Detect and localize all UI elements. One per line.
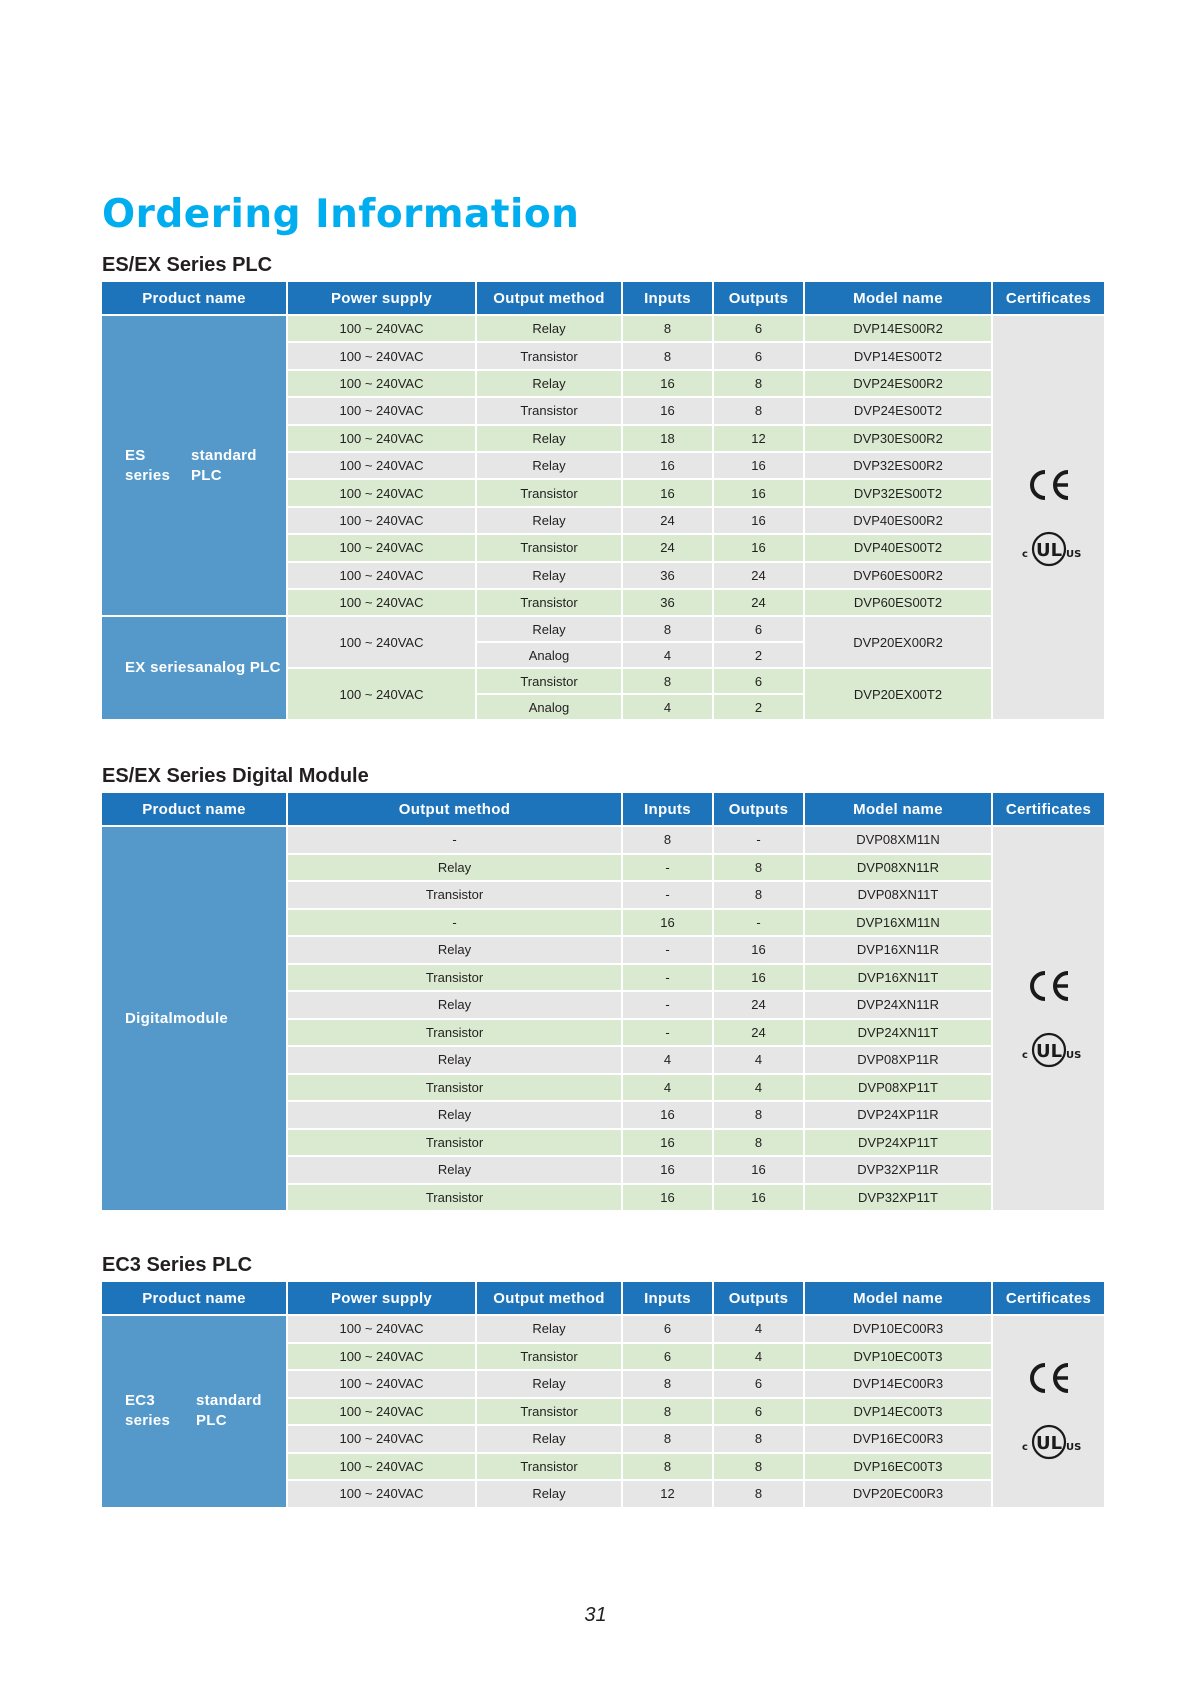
table-cell: - [623, 992, 712, 1018]
table-cell: Relay [477, 316, 621, 341]
column-header: Inputs [623, 793, 712, 825]
table-cell: Relay [288, 855, 621, 881]
table-cell: 100 ~ 240VAC [288, 1481, 475, 1507]
column-header: Power supply [288, 1282, 475, 1314]
table-cell: - [288, 910, 621, 936]
table-cell: 4 [623, 1075, 712, 1101]
model-name-cell: DVP24XN11T [805, 1020, 991, 1046]
table-cell: 16 [623, 1185, 712, 1211]
table-cell: Relay [477, 508, 621, 533]
table-cell: Transistor [288, 1020, 621, 1046]
column-header: Model name [805, 282, 991, 314]
table-cell: 100 ~ 240VAC [288, 1316, 475, 1342]
table-cell: 8 [623, 343, 712, 368]
model-name-cell: DVP08XM11N [805, 827, 991, 853]
table-cell: 16 [623, 480, 712, 505]
table-cell: Relay [477, 453, 621, 478]
model-name-cell: DVP32XP11T [805, 1185, 991, 1211]
table-cell: 8 [623, 669, 712, 693]
table-cell: 8 [714, 855, 803, 881]
table-cell: 8 [623, 316, 712, 341]
table-cell: 16 [623, 453, 712, 478]
table-cell: Transistor [288, 1130, 621, 1156]
table-cell: 4 [714, 1344, 803, 1370]
table-cell: 24 [714, 1020, 803, 1046]
column-header: Outputs [714, 793, 803, 825]
table-cell: 8 [714, 1454, 803, 1480]
table-cell: 12 [714, 426, 803, 451]
table-cell: 100 ~ 240VAC [288, 1344, 475, 1370]
table-cell: 16 [714, 535, 803, 560]
column-header: Output method [288, 793, 621, 825]
table-cell: - [623, 937, 712, 963]
table-cell: 100 ~ 240VAC [288, 535, 475, 560]
column-header: Certificates [993, 793, 1104, 825]
table-cell: 8 [714, 882, 803, 908]
svg-text:c: c [1021, 548, 1028, 560]
table-cell: Analog [477, 643, 621, 667]
model-name-cell: DVP08XP11T [805, 1075, 991, 1101]
product-name-line: ES series [125, 446, 171, 484]
model-name-cell: DVP14ES00R2 [805, 316, 991, 341]
column-header: Certificates [993, 282, 1104, 314]
table-cell: 24 [714, 992, 803, 1018]
table-cell: 6 [714, 343, 803, 368]
certificates-cell [993, 1316, 1104, 1507]
svg-text:US: US [1065, 1442, 1081, 1454]
table-cell: 6 [623, 1344, 712, 1370]
model-name-cell: DVP16EC00T3 [805, 1454, 991, 1480]
svg-text:c: c [1021, 1049, 1028, 1061]
table-cell: 6 [714, 617, 803, 641]
table-es-ex-plc [102, 282, 1104, 719]
table-cell: Relay [477, 371, 621, 396]
table-cell: 100 ~ 240VAC [288, 1454, 475, 1480]
product-digital-module [102, 827, 286, 1210]
table-cell: 16 [714, 480, 803, 505]
product-name-line: standard PLC [195, 1392, 262, 1430]
model-name-cell: DVP16XN11T [805, 965, 991, 991]
model-name-cell: DVP32XP11R [805, 1157, 991, 1183]
table-ec3-plc [102, 1282, 1104, 1507]
table-cell: 100 ~ 240VAC [288, 426, 475, 451]
table-cell: 16 [714, 508, 803, 533]
table-cell: 16 [623, 1102, 712, 1128]
table-cell: 100 ~ 240VAC [288, 1426, 475, 1452]
model-name-cell: DVP30ES00R2 [805, 426, 991, 451]
table-cell: Transistor [477, 535, 621, 560]
table-cell: 100 ~ 240VAC [288, 316, 475, 341]
table-cell: 8 [623, 1399, 712, 1425]
table-cell: 100 ~ 240VAC [288, 371, 475, 396]
column-header: Model name [805, 1282, 991, 1314]
power-supply-cell: 100 ~ 240VAC [288, 669, 475, 719]
page-number: 31 [584, 1604, 607, 1626]
model-name-cell: DVP40ES00R2 [805, 508, 991, 533]
column-header: Product name [102, 282, 286, 314]
column-header: Product name [102, 1282, 286, 1314]
table-cell: Relay [288, 1157, 621, 1183]
table-cell: Transistor [477, 398, 621, 423]
product-name-line: analog PLC [195, 659, 281, 677]
table-cell: 24 [623, 508, 712, 533]
table-cell: - [714, 910, 803, 936]
table-cell: Transistor [288, 1075, 621, 1101]
table-cell: 8 [714, 1102, 803, 1128]
table-cell: - [623, 965, 712, 991]
table-cell: - [623, 855, 712, 881]
svg-text:US: US [1065, 548, 1081, 560]
table-cell: 6 [714, 669, 803, 693]
column-header: Outputs [714, 1282, 803, 1314]
table-cell: 16 [623, 910, 712, 936]
model-name-cell: DVP14EC00R3 [805, 1371, 991, 1397]
model-name-cell: DVP08XN11R [805, 855, 991, 881]
table-cell: 36 [623, 563, 712, 588]
table-cell: 8 [714, 1130, 803, 1156]
model-name-cell: DVP20EC00R3 [805, 1481, 991, 1507]
table-cell: Relay [288, 1047, 621, 1073]
svg-text:US: US [1065, 1049, 1081, 1061]
table-cell: 4 [714, 1047, 803, 1073]
culus-mark-icon [1019, 530, 1079, 568]
model-name-cell: DVP40ES00T2 [805, 535, 991, 560]
model-name-cell: DVP20EX00R2 [805, 617, 991, 667]
table-cell: Transistor [477, 1399, 621, 1425]
table-cell: 100 ~ 240VAC [288, 1399, 475, 1425]
table-cell: Transistor [477, 480, 621, 505]
table-cell: 2 [714, 695, 803, 719]
table-cell: 100 ~ 240VAC [288, 343, 475, 368]
table-cell: 8 [714, 1481, 803, 1507]
product-name-line: module [172, 1009, 229, 1027]
table-cell: 6 [623, 1316, 712, 1342]
model-name-cell: DVP16XM11N [805, 910, 991, 936]
table-cell: 16 [714, 1185, 803, 1211]
table-cell: 16 [623, 1130, 712, 1156]
product-name-line: Digital [125, 1009, 173, 1027]
model-name-cell: DVP10EC00R3 [805, 1316, 991, 1342]
table-cell: 4 [623, 695, 712, 719]
table-cell: 100 ~ 240VAC [288, 1371, 475, 1397]
culus-mark-icon [1019, 1423, 1079, 1461]
table-cell: 4 [623, 1047, 712, 1073]
section-title-digital-module: ES/EX Series Digital Module [102, 765, 369, 787]
model-name-cell: DVP32ES00T2 [805, 480, 991, 505]
ce-mark-icon [1026, 969, 1072, 1003]
column-header: Product name [102, 793, 286, 825]
table-cell: 8 [714, 371, 803, 396]
table-cell: Relay [477, 1481, 621, 1507]
certificates-cell [993, 316, 1104, 719]
product-es-series [102, 316, 286, 615]
svg-text:UL: UL [1035, 539, 1062, 561]
table-cell: 8 [623, 617, 712, 641]
svg-text:UL: UL [1035, 1433, 1062, 1455]
culus-mark-icon [1019, 1031, 1079, 1069]
table-cell: Transistor [477, 1454, 621, 1480]
product-ex-series [102, 617, 286, 719]
section-title-ec3-plc: EC3 Series PLC [102, 1254, 253, 1276]
table-cell: 100 ~ 240VAC [288, 590, 475, 615]
table-cell: 24 [714, 563, 803, 588]
table-cell: 16 [714, 1157, 803, 1183]
table-cell: 4 [714, 1316, 803, 1342]
column-header: Certificates [993, 1282, 1104, 1314]
model-name-cell: DVP20EX00T2 [805, 669, 991, 719]
table-cell: Transistor [288, 965, 621, 991]
model-name-cell: DVP24XP11T [805, 1130, 991, 1156]
table-cell: 100 ~ 240VAC [288, 480, 475, 505]
column-header: Inputs [623, 1282, 712, 1314]
table-cell: 16 [623, 1157, 712, 1183]
table-cell: 16 [623, 398, 712, 423]
table-cell: Relay [288, 937, 621, 963]
product-name-line: EX series [125, 659, 196, 677]
table-cell: Transistor [288, 1185, 621, 1211]
model-name-cell: DVP14EC00T3 [805, 1399, 991, 1425]
model-name-cell: DVP08XP11R [805, 1047, 991, 1073]
table-cell: 18 [623, 426, 712, 451]
model-name-cell: DVP16EC00R3 [805, 1426, 991, 1452]
column-header: Output method [477, 282, 621, 314]
table-cell: 8 [623, 1371, 712, 1397]
column-header: Model name [805, 793, 991, 825]
column-header: Power supply [288, 282, 475, 314]
model-name-cell: DVP24ES00R2 [805, 371, 991, 396]
ce-mark-icon [1026, 468, 1072, 502]
model-name-cell: DVP24ES00T2 [805, 398, 991, 423]
table-cell: - [623, 882, 712, 908]
table-cell: 6 [714, 1371, 803, 1397]
table-cell: 24 [714, 590, 803, 615]
table-cell: Relay [288, 992, 621, 1018]
model-name-cell: DVP10EC00T3 [805, 1344, 991, 1370]
table-cell: 8 [714, 1426, 803, 1452]
table-digital-module [102, 793, 1104, 1210]
product-ec3-series [102, 1316, 286, 1507]
column-header: Inputs [623, 282, 712, 314]
model-name-cell: DVP16XN11R [805, 937, 991, 963]
model-name-cell: DVP08XN11T [805, 882, 991, 908]
table-cell: Transistor [477, 590, 621, 615]
table-cell: 8 [623, 1426, 712, 1452]
model-name-cell: DVP60ES00R2 [805, 563, 991, 588]
svg-text:c: c [1021, 1442, 1028, 1454]
model-name-cell: DVP24XN11R [805, 992, 991, 1018]
certificates-cell [993, 827, 1104, 1210]
table-cell: 4 [623, 643, 712, 667]
table-cell: 6 [714, 1399, 803, 1425]
table-cell: 2 [714, 643, 803, 667]
table-cell: Transistor [477, 343, 621, 368]
table-cell: 8 [714, 398, 803, 423]
table-cell: 16 [714, 937, 803, 963]
table-cell: Relay [477, 426, 621, 451]
page-title: Ordering Information [102, 192, 580, 237]
column-header: Output method [477, 1282, 621, 1314]
table-cell: 100 ~ 240VAC [288, 453, 475, 478]
table-cell: 16 [623, 371, 712, 396]
table-cell: 12 [623, 1481, 712, 1507]
column-header: Outputs [714, 282, 803, 314]
table-cell: Transistor [477, 1344, 621, 1370]
table-cell: 100 ~ 240VAC [288, 508, 475, 533]
table-cell: - [288, 827, 621, 853]
table-cell: 6 [714, 316, 803, 341]
table-cell: Relay [477, 617, 621, 641]
table-cell: Relay [477, 563, 621, 588]
section-title-es-ex-plc: ES/EX Series PLC [102, 254, 273, 276]
model-name-cell: DVP60ES00T2 [805, 590, 991, 615]
table-cell: Transistor [477, 669, 621, 693]
table-cell: - [714, 827, 803, 853]
table-cell: 24 [623, 535, 712, 560]
table-cell: Relay [288, 1102, 621, 1128]
table-cell: Relay [477, 1316, 621, 1342]
table-cell: 4 [714, 1075, 803, 1101]
table-cell: 8 [623, 1454, 712, 1480]
product-name-line: standard PLC [191, 446, 257, 484]
model-name-cell: DVP32ES00R2 [805, 453, 991, 478]
model-name-cell: DVP14ES00T2 [805, 343, 991, 368]
power-supply-cell: 100 ~ 240VAC [288, 617, 475, 667]
table-cell: Analog [477, 695, 621, 719]
table-cell: Relay [477, 1371, 621, 1397]
table-cell: Transistor [288, 882, 621, 908]
table-cell: 8 [623, 827, 712, 853]
table-cell: 36 [623, 590, 712, 615]
table-cell: 16 [714, 965, 803, 991]
table-cell: 100 ~ 240VAC [288, 563, 475, 588]
product-name-line: EC3 series [125, 1392, 171, 1430]
table-cell: 100 ~ 240VAC [288, 398, 475, 423]
svg-text:UL: UL [1035, 1040, 1062, 1062]
table-cell: 16 [714, 453, 803, 478]
table-cell: - [623, 1020, 712, 1046]
ce-mark-icon [1026, 1361, 1072, 1395]
model-name-cell: DVP24XP11R [805, 1102, 991, 1128]
table-cell: Relay [477, 1426, 621, 1452]
